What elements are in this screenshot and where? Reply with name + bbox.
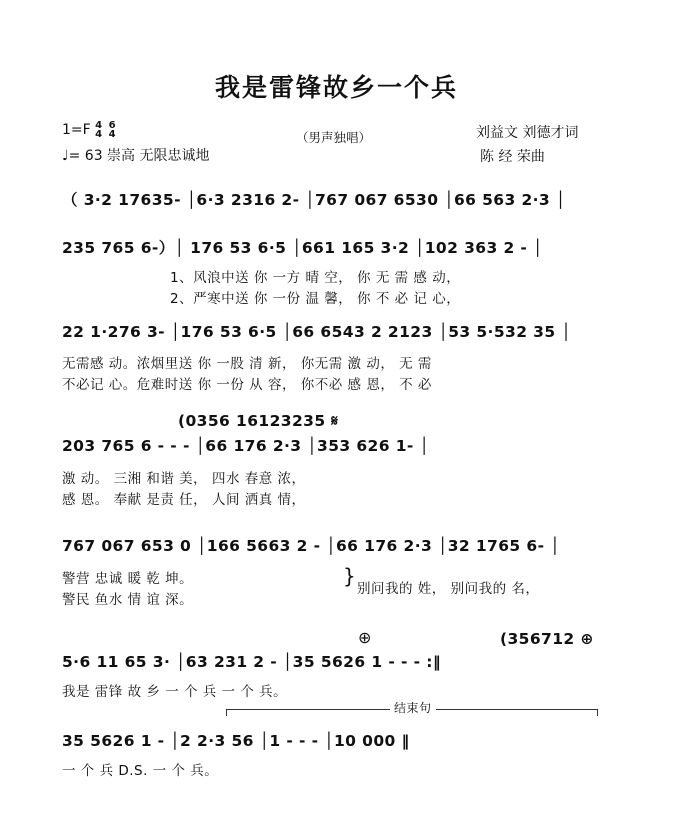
lyric-row-5-side: 别问我的 姓， 别问我的 名， <box>357 581 540 597</box>
lyric-row-4-verse-1: 激 动。 三湘 和谐 美， 四水 春意 浓， <box>62 471 306 487</box>
lyric-row-2-verse-1: 1、风浪中送 你 一方 晴 空， 你 无 需 感 动， <box>170 270 461 286</box>
lyric-row-5-verse-2: 警民 鱼水 情 谊 深。 <box>62 592 194 608</box>
score-row-5: 767 067 653 0 │166 5663 2 - │66 176 2·3 │32 1765 6- │ <box>62 537 560 555</box>
lyric-row-6: 我是 雷锋 故 乡 一 个 兵 一 个 兵。 <box>62 684 288 700</box>
lyricists: 刘益文 刘德才词 <box>476 125 579 141</box>
song-title: 我是雷锋故乡一个兵 <box>214 73 458 102</box>
composer: 陈 经 荣曲 <box>480 149 545 165</box>
score-row-7: 35 5626 1 - │2 2·3 56 │1 - - - │10 000 ‖ <box>62 732 410 750</box>
lyric-row-5-verse-1: 警营 忠诚 暖 乾 坤。 <box>62 571 194 587</box>
performance-note: （男声独唱） <box>296 130 372 145</box>
score-row-3: 22 1·276 3- │176 53 6·5 │66 6543 2 2123 │53 5·532 35 │ <box>62 323 572 341</box>
lyric-row-3-verse-1: 无需感 动。浓烟里送 你 一股 清 新， 你无需 激 动， 无 需 <box>62 356 432 372</box>
lyric-row-4-verse-2: 感 恩。 奉献 是责 任， 人间 洒真 情， <box>62 492 306 508</box>
score-row-4: 203 765 6 - - - │66 176 2·3 │353 626 1- │ <box>62 437 430 455</box>
lyric-row-7: 一 个 兵 D.S. 一 个 兵。 <box>62 763 219 779</box>
lyric-row-2-verse-2: 2、严寒中送 你 一份 温 馨， 你 不 必 记 心， <box>170 291 461 307</box>
ending-label: 结束句 <box>390 699 436 716</box>
lyric-row-3-verse-2: 不必记 心。危难时送 你 一份 从 容， 你不必 感 恩， 不 必 <box>62 377 432 393</box>
intro-phrase-row-4: (0356 16123235 𝄋 <box>178 412 339 430</box>
intro-phrase-row-6: (356712 ⊕ <box>500 630 594 648</box>
brace-symbol: } <box>343 564 357 588</box>
key-and-time-signature <box>62 121 118 139</box>
score-row-2: 235 765 6-）│ 176 53 6·5 │661 165 3·2 │102 363 2 - │ <box>62 239 543 257</box>
tempo-marking: ♩= 63 崇高 无限忠诚地 <box>62 148 210 164</box>
score-row-1: （ 3·2 17635- │6·3 2316 2- │767 067 6530 │66 563 2·3 │ <box>62 191 566 209</box>
score-row-6: 5·6 11 65 3· │63 231 2 - │35 5626 1 - - - :‖ <box>62 653 441 671</box>
time-signature-4-4: 4 4 <box>95 120 103 140</box>
time-signature-6-4: 6 4 <box>108 120 116 140</box>
coda-icon: ⊕ <box>358 628 372 647</box>
key-signature: 1=F <box>62 122 91 138</box>
